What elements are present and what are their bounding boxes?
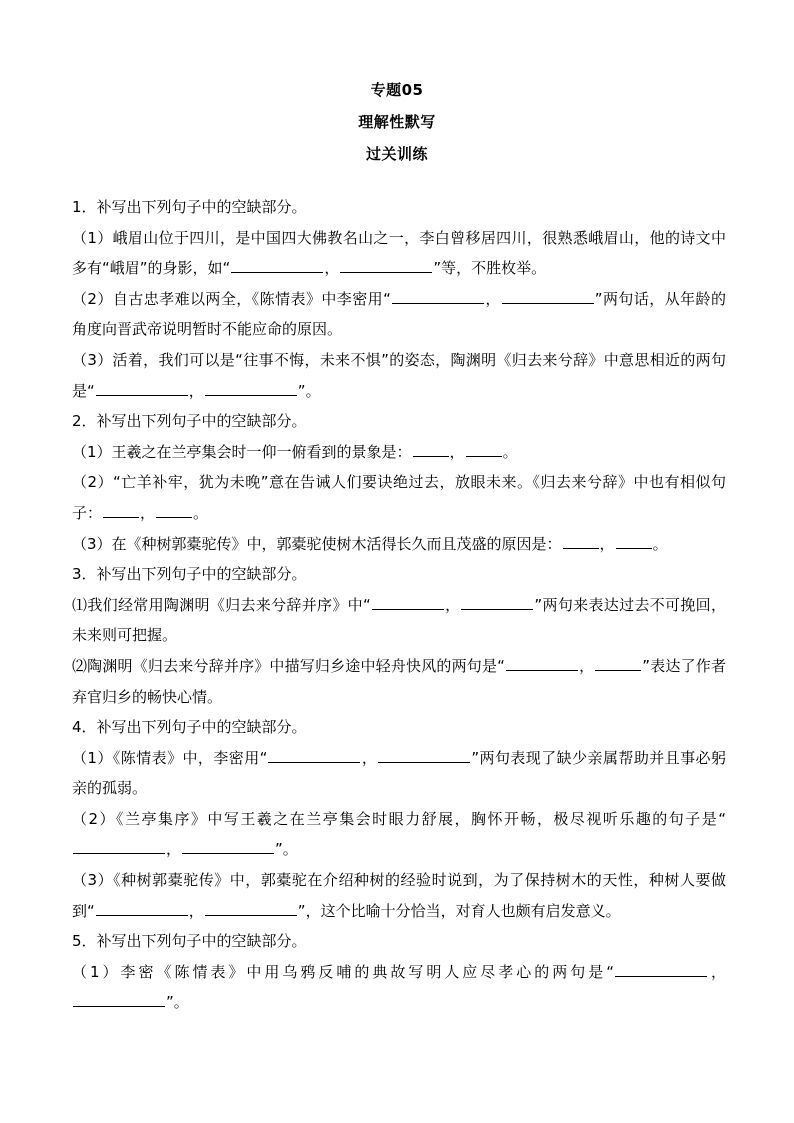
answer-blank[interactable] <box>96 899 188 916</box>
answer-blank[interactable] <box>378 746 470 763</box>
question-4-heading: 4．补写出下列句子中的空缺部分。 <box>72 718 307 737</box>
question-5-heading: 5．补写出下列句子中的空缺部分。 <box>72 932 307 951</box>
question-3-item-2: ⑵陶渊明《归去来兮辞并序》中描写归乡途中轻舟快风的两句是“ ， ”表达了作者弃官归乡的畅快心情。 <box>72 651 726 712</box>
answer-blank[interactable] <box>466 440 502 457</box>
subtitle: 理解性默写 <box>358 113 436 131</box>
topic-title: 专题05 <box>370 81 424 99</box>
answer-blank[interactable] <box>73 837 165 854</box>
question-2-item-2: （2）“亡羊补牢，犹为未晚”意在告诫人们要诀绝过去，放眼未来。《归去来兮辞》中也有相似句子： ， 。 <box>72 473 726 522</box>
exercise-content <box>72 192 726 1018</box>
question-5-item-1: （1）李密《陈情表》中用乌鸦反哺的典故写明人应尽孝心的两句是“ ，”。 <box>72 957 726 1018</box>
answer-blank[interactable] <box>340 256 432 273</box>
answer-blank[interactable] <box>205 899 297 916</box>
answer-blank[interactable] <box>502 287 594 304</box>
answer-blank[interactable] <box>413 440 449 457</box>
answer-blank[interactable] <box>231 256 323 273</box>
answer-blank[interactable] <box>205 379 297 396</box>
answer-blank[interactable] <box>461 593 533 610</box>
answer-blank[interactable] <box>73 990 165 1007</box>
question-1-item-1: （1）峨眉山位于四川，是中国四大佛教名山之一，李白曾移居四川，很熟悉峨眉山，他的诗文中多有“峨眉”的身影，如“ ， ”等，不胜枚举。 <box>72 228 726 278</box>
answer-blank[interactable] <box>595 654 641 671</box>
answer-blank[interactable] <box>615 960 707 977</box>
section-title: 过关训练 <box>365 145 428 163</box>
question-2-item-1: （1）王羲之在兰亭集会时一仰一俯看到的景象是： ， 。 <box>72 437 726 468</box>
answer-blank[interactable] <box>506 654 578 671</box>
question-4-item-2: （2）《兰亭集序》中写王羲之在兰亭集会时眼力舒展，胸怀开畅，极尽视听乐趣的句子是“， ”。 <box>72 809 726 859</box>
answer-blank[interactable] <box>268 746 360 763</box>
question-3-item-1: ⑴我们经常用陶渊明《归去来兮辞并序》中“ ， ”两句来表达过去不可挽回，未来则可把握。 <box>72 590 726 651</box>
answer-blank[interactable] <box>563 532 599 549</box>
question-3-heading: 3．补写出下列句子中的空缺部分。 <box>72 565 307 584</box>
answer-blank[interactable] <box>96 379 188 396</box>
answer-blank[interactable] <box>392 287 484 304</box>
title-block <box>0 74 794 170</box>
answer-blank[interactable] <box>103 501 139 518</box>
question-1-item-3: （3）活着，我们可以是“往事不悔，未来不惧”的姿态，陶渊明《归去来兮辞》中意思相近的两句是“ ， ”。 <box>72 350 726 400</box>
question-1-heading: 1．补写出下列句子中的空缺部分。 <box>72 198 307 216</box>
answer-blank[interactable] <box>156 501 192 518</box>
answer-blank[interactable] <box>182 837 274 854</box>
question-4-item-3: （3）《种树郭橐驼传》中，郭橐驼在介绍种树的经验时说到，为了保持树木的天性，种树人要做到“ ， ”，这个比喻十分恰当，对育人也颇有启发意义。 <box>72 871 726 920</box>
question-2-heading: 2．补写出下列句子中的空缺部分。 <box>72 412 307 431</box>
question-4-item-1: （1）《陈情表》中，李密用“ ， ”两句表现了缺少亲属帮助并且事必躬亲的孤弱。 <box>72 743 726 804</box>
question-2-item-3: （3）在《种树郭橐驼传》中，郭橐驼使树木活得长久而且茂盛的原因是： ， 。 <box>72 529 726 560</box>
question-1-item-2: （2）自古忠孝难以两全，《陈情表》中李密用“ ， ”两句话，从年龄的角度向晋武帝说明暂时不能应命的原因。 <box>72 284 726 345</box>
answer-blank[interactable] <box>372 593 444 610</box>
answer-blank[interactable] <box>616 532 652 549</box>
